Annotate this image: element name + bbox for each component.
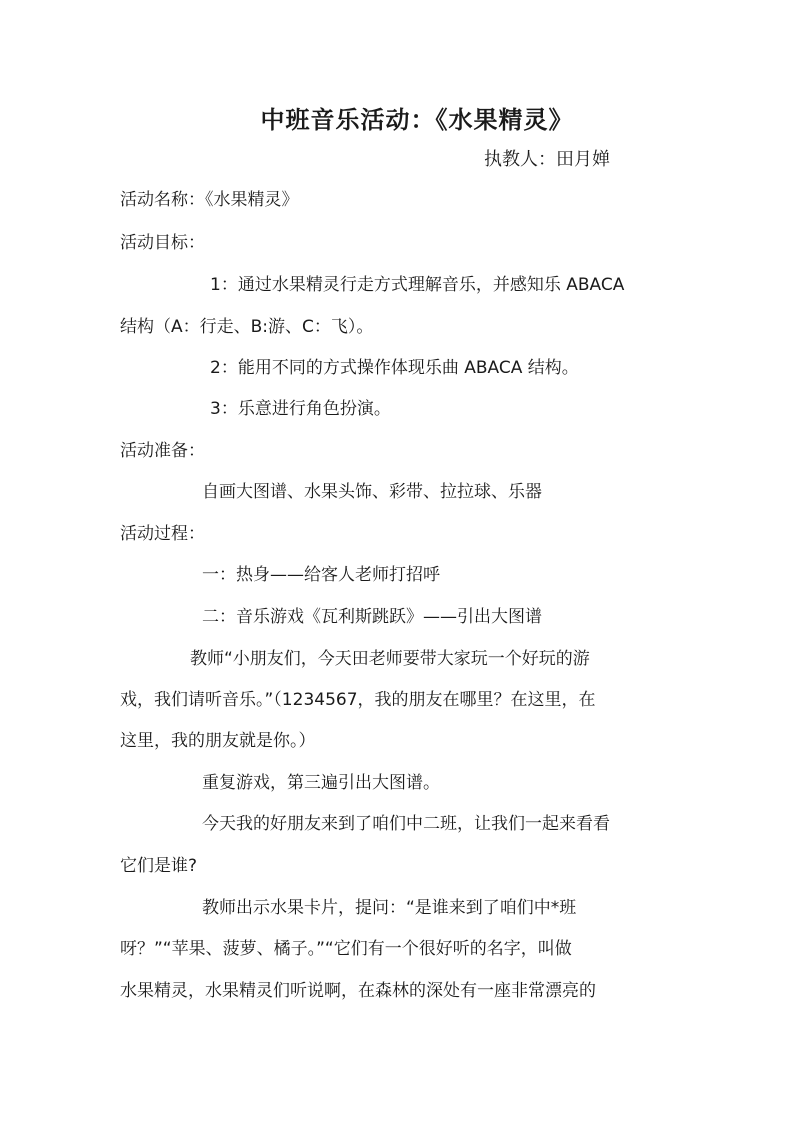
goal-1-line-1: 1：通过水果精灵行走方式理解音乐，并感知乐 ABACA xyxy=(210,275,625,295)
document-title: 中班音乐活动：《水果精灵》 xyxy=(260,106,574,134)
paragraph-4-line-1: 教师出示水果卡片，提问：“是谁来到了咱们中*班 xyxy=(202,898,577,918)
preparation-line: 自画大图谱、水果头饰、彩带、拉拉球、乐器 xyxy=(202,482,542,502)
author-line: 执教人：田月婵 xyxy=(484,149,610,170)
activity-name-line: 活动名称：《水果精灵》 xyxy=(120,190,299,210)
goal-1-line-2: 结构（A：行走、B:游、C：飞）。 xyxy=(120,317,374,337)
process-heading: 活动过程： xyxy=(120,524,205,544)
process-step-2: 二：音乐游戏《瓦利斯跳跃》——引出大图谱 xyxy=(202,607,542,627)
process-step-1: 一：热身——给客人老师打招呼 xyxy=(202,565,440,585)
goals-heading: 活动目标： xyxy=(120,233,205,253)
paragraph-3-line-2: 它们是谁? xyxy=(120,856,198,876)
goal-2-line: 2：能用不同的方式操作体现乐曲 ABACA 结构。 xyxy=(210,358,579,378)
paragraph-2-line: 重复游戏，第三遍引出大图谱。 xyxy=(202,773,440,793)
paragraph-1-line-2: 戏，我们请听音乐。”（1234567，我的朋友在哪里？在这里，在 xyxy=(120,690,596,710)
paragraph-4-line-2: 呀？”“苹果、菠萝、橘子。”“它们有一个很好听的名字，叫做 xyxy=(120,939,572,959)
paragraph-1-line-3: 这里，我的朋友就是你。） xyxy=(120,731,316,751)
paragraph-4-line-3: 水果精灵，水果精灵们听说啊，在森林的深处有一座非常漂亮的 xyxy=(120,981,596,1001)
preparation-heading: 活动准备： xyxy=(120,441,205,461)
goal-3-line: 3：乐意进行角色扮演。 xyxy=(210,399,391,419)
paragraph-1-line-1: 教师“小朋友们，今天田老师要带大家玩一个好玩的游 xyxy=(190,649,590,669)
paragraph-3-line-1: 今天我的好朋友来到了咱们中二班，让我们一起来看看 xyxy=(202,814,610,834)
